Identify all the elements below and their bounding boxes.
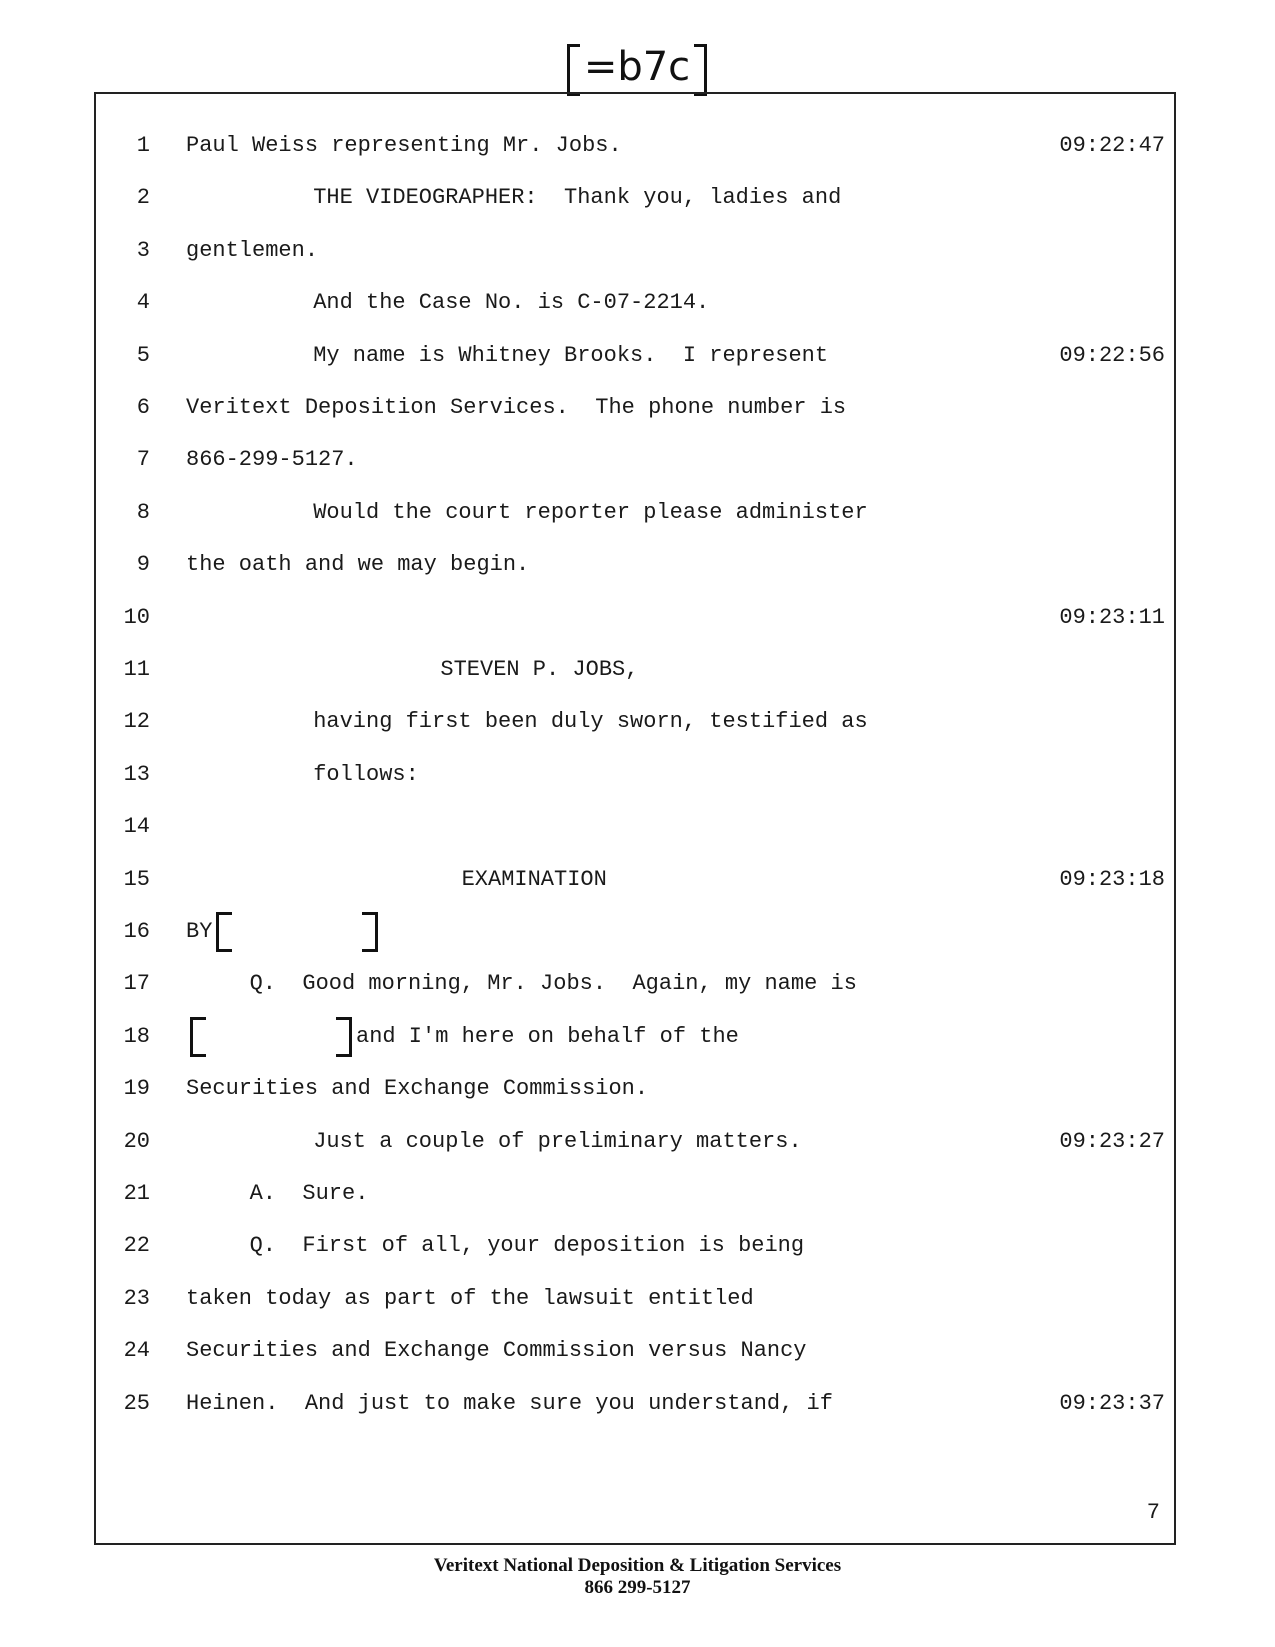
line-number: 6 [136,395,150,420]
line-text: gentlemen. [186,237,319,263]
line-number: 10 [123,604,150,630]
line-text-container [250,1226,805,1266]
redaction-bracket [186,1017,356,1057]
transcript-line [0,598,1275,638]
footer [0,1555,1275,1599]
transcript-line [0,231,1275,271]
transcript-line [0,860,1275,900]
line-text: having first been duly sworn, testified as [313,709,868,735]
line-number: 25 [123,1390,150,1416]
line-text-container [313,336,828,376]
transcript-line [0,702,1275,742]
line-text: follows: [313,761,419,787]
line-text: Securities and Exchange Commission versus Nancy [186,1338,807,1364]
line-text-container [186,126,622,166]
transcript-line [0,1384,1275,1424]
line-number: 7 [136,447,150,473]
transcript-line [0,912,1275,952]
transcript-line [0,545,1275,585]
line-text: Just a couple of preliminary matters. [313,1128,802,1154]
stamp-text: =b7c [583,44,691,90]
line-text: THE VIDEOGRAPHER: Thank you, ladies and [313,185,842,211]
line-text: the oath and we may begin. [186,552,530,578]
line-text-container [186,1384,833,1424]
line-text-container [250,1174,369,1214]
line-text-container [186,1331,807,1371]
line-text: Paul Weiss representing Mr. Jobs. [186,133,622,158]
line-number: 17 [123,971,150,997]
line-text-container [440,650,638,690]
handwritten-stamp [567,42,707,92]
line-text-container [313,178,841,218]
line-text: My name is Whitney Brooks. I represent [313,342,829,368]
line-number: 1 [136,133,150,158]
line-text-container [186,440,358,480]
line-text: Heinen. And just to make sure you understand, if [186,1390,833,1416]
transcript-line [0,388,1275,428]
footer-company: Veritext National Deposition & Litigation Services [433,1555,842,1576]
line-number: 3 [136,237,150,263]
line-number: 9 [136,552,150,578]
line-number: 23 [123,1285,150,1311]
line-text: and I'm here on behalf of the [356,1023,739,1049]
line-text-container [313,1122,801,1162]
line-text: And the Case No. is C-07-2214. [313,290,710,316]
line-text-container [250,964,857,1004]
transcript-line [0,178,1275,218]
page-number: 7 [1146,1500,1160,1525]
line-text-container [186,1279,754,1319]
line-number: 14 [123,814,150,840]
line-number: 24 [123,1338,150,1364]
timestamp: 09:23:11 [1059,604,1165,630]
line-number: 20 [123,1128,150,1154]
line-text: Would the court reporter please administer [313,499,868,525]
line-number: 21 [123,1181,150,1206]
line-number: 2 [136,185,150,211]
transcript-line [0,807,1275,847]
line-text: STEVEN P. JOBS, [440,657,639,682]
line-text-container [186,231,318,271]
line-text-container [186,1069,648,1109]
line-text-container [313,493,868,533]
timestamp: 09:23:18 [1059,866,1165,892]
line-number: 22 [123,1233,150,1259]
line-text: Q. First of all, your deposition is being [249,1233,805,1259]
line-text-container [186,1017,739,1057]
line-text-container [186,912,382,952]
line-text-container [313,702,868,742]
timestamp: 09:23:37 [1059,1390,1165,1416]
transcript-line [0,283,1275,323]
line-text: Q. Good morning, Mr. Jobs. Again, my name is [249,971,857,997]
timestamp: 09:22:47 [1059,133,1165,158]
transcript-line [0,964,1275,1004]
redaction-bracket [212,912,382,952]
transcript-line [0,1226,1275,1266]
transcript-line [0,1279,1275,1319]
line-text: A. Sure. [249,1181,369,1206]
line-text: Veritext Deposition Services. The phone number is [186,395,847,420]
line-number: 11 [123,657,150,682]
line-number: 5 [136,342,150,368]
line-number: 19 [123,1076,150,1102]
transcript-line [0,1069,1275,1109]
transcript-line [0,336,1275,376]
footer-phone: 866 299-5127 [584,1577,691,1598]
line-text: EXAMINATION [461,866,607,892]
line-text-container [313,283,709,323]
line-number: 12 [123,709,150,735]
transcript-line [0,1331,1275,1371]
line-number: 18 [123,1023,150,1049]
stamp-right-bracket [694,44,707,96]
timestamp: 09:22:56 [1059,342,1165,368]
line-number: 16 [123,919,150,944]
line-text: Securities and Exchange Commission. [186,1076,649,1102]
line-number: 15 [123,866,150,892]
line-number: 4 [136,290,150,316]
transcript-line [0,755,1275,795]
line-text-container [186,545,529,585]
line-text-container [186,388,846,428]
transcript-line [0,1174,1275,1214]
transcript-line [0,650,1275,690]
line-text-container [462,860,607,900]
stamp-left-bracket [567,44,580,96]
line-text-container [313,755,419,795]
timestamp: 09:23:27 [1059,1128,1165,1154]
line-text: 866-299-5127. [186,447,358,473]
line-text: BY [186,919,213,944]
line-text: taken today as part of the lawsuit entitled [186,1285,754,1311]
transcript-line [0,1017,1275,1057]
line-number: 8 [136,499,150,525]
transcript-line [0,493,1275,533]
transcript-line [0,126,1275,166]
line-number: 13 [123,761,150,787]
transcript-line [0,1122,1275,1162]
transcript-line [0,440,1275,480]
